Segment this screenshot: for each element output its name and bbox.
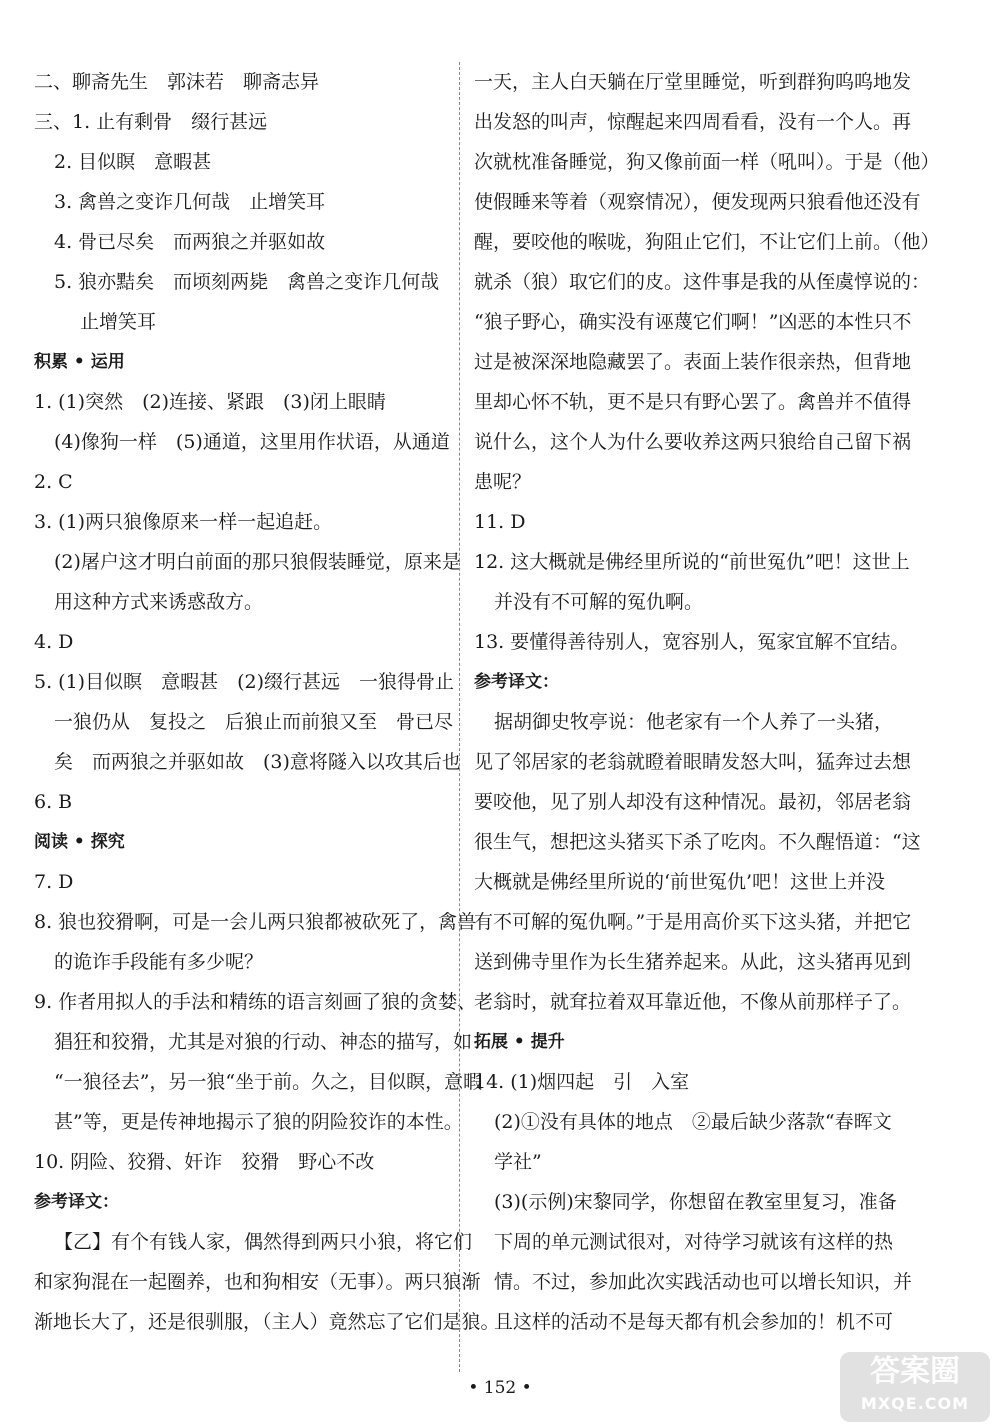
- text-line: 次就枕准备睡觉，狗又像前面一样（吼叫）。于是（他）: [474, 151, 940, 173]
- text-line: (3)(示例)宋黎同学，你想留在教室里复习，准备: [494, 1191, 897, 1213]
- text-line: 8. 狼也狡猾啊，可是一会儿两只狼都被砍死了，禽兽: [34, 911, 477, 933]
- text-line: 10. 阴险、狡猾、奸诈 狡猾 野心不改: [34, 1151, 375, 1173]
- text-line: 11. D: [474, 511, 526, 533]
- page-number: • 152 •: [468, 1378, 532, 1398]
- text-line: 的诡诈手段能有多少呢？: [54, 951, 264, 973]
- text-line: 二、聊斋先生 郭沫若 聊斋志异: [34, 71, 320, 93]
- text-line: 和家狗混在一起圈养，也和狗相安（无事）。两只狼渐: [34, 1271, 481, 1293]
- text-line: 5. 狼亦黠矣 而顷刻两毙 禽兽之变诈几何哉: [54, 271, 440, 293]
- section-heading: 拓展 • 提升: [474, 1032, 565, 1052]
- text-line: “一狼径去”，另一狼“坐于前。久之，目似瞑，意暇: [54, 1071, 483, 1093]
- text-line: 一狼仍从 复投之 后狼止而前狼又至 骨已尽: [54, 711, 454, 733]
- section-heading: 积累 • 运用: [34, 352, 125, 372]
- text-line: 2. 目似瞑 意暇甚: [54, 151, 212, 173]
- text-line: 6. B: [34, 791, 73, 813]
- text-line: 3. 禽兽之变诈几何哉 止增笑耳: [54, 191, 326, 213]
- text-line: 很生气，想把这头猪买下杀了吃肉。不久醒悟道：“这: [474, 831, 921, 853]
- text-line: 3. (1)两只狼像原来一样一起追赶。: [34, 511, 333, 533]
- watermark-title: 答案圈: [870, 1354, 960, 1389]
- section-heading: 参考译文：: [474, 672, 559, 692]
- text-line: 并没有不可解的冤仇啊。: [494, 591, 704, 613]
- text-line: 老翁时，就耷拉着双耳靠近他，不像从前那样子了。: [474, 991, 912, 1013]
- section-heading: 阅读 • 探究: [34, 832, 125, 852]
- text-line: (4)像狗一样 (5)通道，这里用作状语，从通道: [54, 431, 450, 453]
- text-line: 7. D: [34, 871, 74, 893]
- text-line: 要咬他，见了别人却没有这种情况。最初，邻居老翁: [474, 791, 912, 813]
- text-line: 4. D: [34, 631, 74, 653]
- text-line: 5. (1)目似瞑 意暇甚 (2)缀行甚远 一狼得骨止: [34, 671, 454, 693]
- text-line: 醒，要咬他的喉咙，狗阻止它们，不让它们上前。（他）: [474, 231, 940, 253]
- text-line: 12. 这大概就是佛经里所说的“前世冤仇”吧！这世上: [474, 551, 910, 573]
- text-line: 过是被深深地隐藏罢了。表面上装作很亲热，但背地: [474, 351, 912, 373]
- watermark-logo: [840, 1352, 990, 1422]
- right-column: [474, 62, 940, 1342]
- column-divider: [459, 62, 460, 1372]
- text-line: (2)①没有具体的地点 ②最后缺少落款“春晖文: [494, 1111, 892, 1133]
- text-line: 止增笑耳: [80, 311, 157, 333]
- text-line: 患呢？: [474, 471, 532, 493]
- text-line: 9. 作者用拟人的手法和精练的语言刻画了狼的贪婪、: [34, 991, 477, 1013]
- watermark-url: MXQE.COM: [860, 1394, 970, 1413]
- text-line: 下周的单元测试很对，对待学习就该有这样的热: [494, 1231, 894, 1253]
- section-heading: 参考译文：: [34, 1192, 119, 1212]
- text-line: 见了邻居家的老翁就瞪着眼睛发怒大叫，猛奔过去想: [474, 751, 912, 773]
- text-line: 14. (1)烟四起 引 入室: [474, 1071, 690, 1093]
- text-line: 2. C: [34, 471, 73, 493]
- text-line: 渐地长大了，还是很驯服，（主人）竟然忘了它们是狼。: [34, 1311, 500, 1333]
- text-line: 学社”: [494, 1151, 542, 1173]
- text-line: 三、1. 止有剩骨 缀行甚远: [34, 111, 268, 133]
- text-line: 使假睡来等着（观察情况），便发现两只狼看他还没有: [474, 191, 921, 213]
- text-line: 说什么，这个人为什么要收养这两只狼给自己留下祸: [474, 431, 912, 453]
- text-line: 矣 而两狼之并驱如故 (3)意将隧入以攻其后也: [54, 751, 461, 773]
- text-line: 大概就是佛经里所说的‘前世冤仇’吧！这世上并没: [474, 871, 886, 893]
- text-line: 送到佛寺里作为长生猪养起来。从此，这头猪再见到: [474, 951, 912, 973]
- text-line: 出发怒的叫声，惊醒起来四周看看，没有一个人。再: [474, 111, 912, 133]
- text-line: “狼子野心，确实没有诬蔑它们啊！”凶恶的本性只不: [474, 311, 912, 333]
- text-line: 就杀（狼）取它们的皮。这件事是我的从侄虞惇说的：: [474, 271, 931, 293]
- text-line: 有不可解的冤仇啊。”于是用高价买下这头猪，并把它: [474, 911, 912, 933]
- text-line: 1. (1)突然 (2)连接、紧跟 (3)闭上眼睛: [34, 391, 386, 413]
- text-line: 且这样的活动不是每天都有机会参加的！机不可: [494, 1311, 894, 1333]
- text-line: 甚”等，更是传神地揭示了狼的阴险狡诈的本性。: [54, 1111, 463, 1133]
- text-line: 13. 要懂得善待别人，宽容别人，冤家宜解不宜结。: [474, 631, 910, 653]
- text-line: 据胡御史牧亭说：他老家有一个人养了一头猪，: [494, 711, 894, 733]
- text-line: 里却心怀不轨，更不是只有野心罢了。禽兽并不值得: [474, 391, 912, 413]
- text-line: 4. 骨已尽矣 而两狼之并驱如故: [54, 231, 326, 253]
- text-line: 猖狂和狡猾，尤其是对狼的行动、神态的描写，如: [54, 1031, 473, 1053]
- text-line: 一天，主人白天躺在厅堂里睡觉，听到群狗呜呜地发: [474, 71, 912, 93]
- text-line: 用这种方式来诱惑敌方。: [54, 591, 264, 613]
- text-line: (2)屠户这才明白前面的那只狼假装睡觉，原来是: [54, 551, 461, 573]
- text-line: 情。不过，参加此次实践活动也可以增长知识，并: [494, 1271, 913, 1293]
- text-line: 【乙】有个有钱人家，偶然得到两只小狼，将它们: [54, 1231, 473, 1253]
